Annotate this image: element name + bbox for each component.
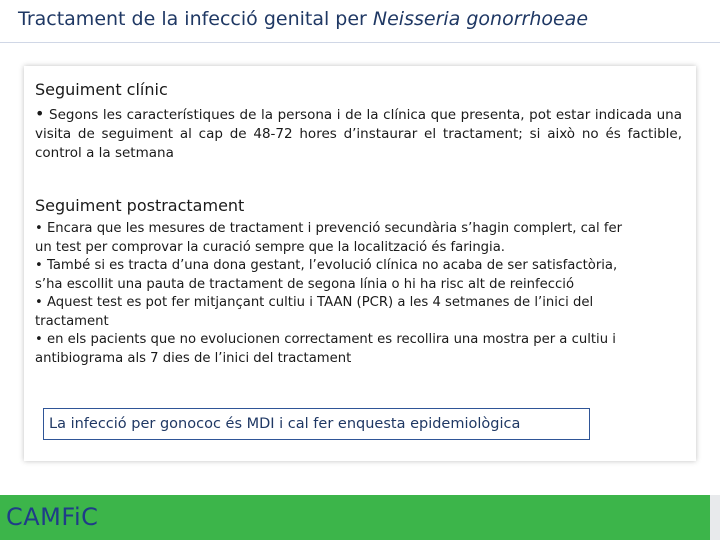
notifiable-disease-callout: La infecció per gonococ és MDI i cal fer enquesta epidemiològica: [43, 408, 590, 440]
clinical-follow-up-body: Segons les característiques de la persona i de la clínica que presenta, pot estar indicada una visita de seguiment al cap de 48-72 hores d’instaurar el tractament; si això no és factible, control a la setmana: [35, 107, 683, 161]
clinical-follow-up-text: [35, 104, 682, 163]
section-heading-clinical-follow-up: Seguiment clínic: [35, 80, 168, 99]
section-heading-post-treatment: Seguiment postractament: [35, 196, 245, 215]
post-treatment-line: s’ha escollit una pauta de tractament de segona línia o hi ha risc alt de reinfecció: [35, 276, 575, 292]
title-divider: [0, 42, 720, 43]
post-treatment-text: [35, 220, 682, 368]
footer-bar: [0, 495, 710, 540]
post-treatment-line: • Encara que les mesures de tractament i prevenció secundària s’hagin complert, cal fer: [35, 221, 623, 236]
post-treatment-line: antibiograma als 7 dies de l’inici del tractament: [35, 350, 352, 366]
post-treatment-line: • També si es tracta d’una dona gestant, l’evolució clínica no acaba de ser satisfactòria,: [35, 258, 618, 273]
post-treatment-line: • Aquest test es pot fer mitjançant cultiu i TAAN (PCR) a les 4 setmanes de l’inici del: [35, 295, 594, 310]
title-species: Neisseria gonorrhoeae: [372, 8, 589, 30]
title-main: Tractament de la infecció genital per: [18, 8, 373, 30]
bullet-marker: •: [35, 104, 45, 123]
post-treatment-line: • en els pacients que no evolucionen correctament es recollira una mostra per a cultiu i: [35, 332, 616, 347]
camfic-logo: CAMFiC: [6, 503, 99, 531]
footer-edge: [710, 495, 720, 540]
slide-title: [18, 8, 588, 30]
post-treatment-line: un test per comprovar la curació sempre que la localització és faringia.: [35, 239, 505, 255]
post-treatment-line: tractament: [35, 313, 109, 329]
